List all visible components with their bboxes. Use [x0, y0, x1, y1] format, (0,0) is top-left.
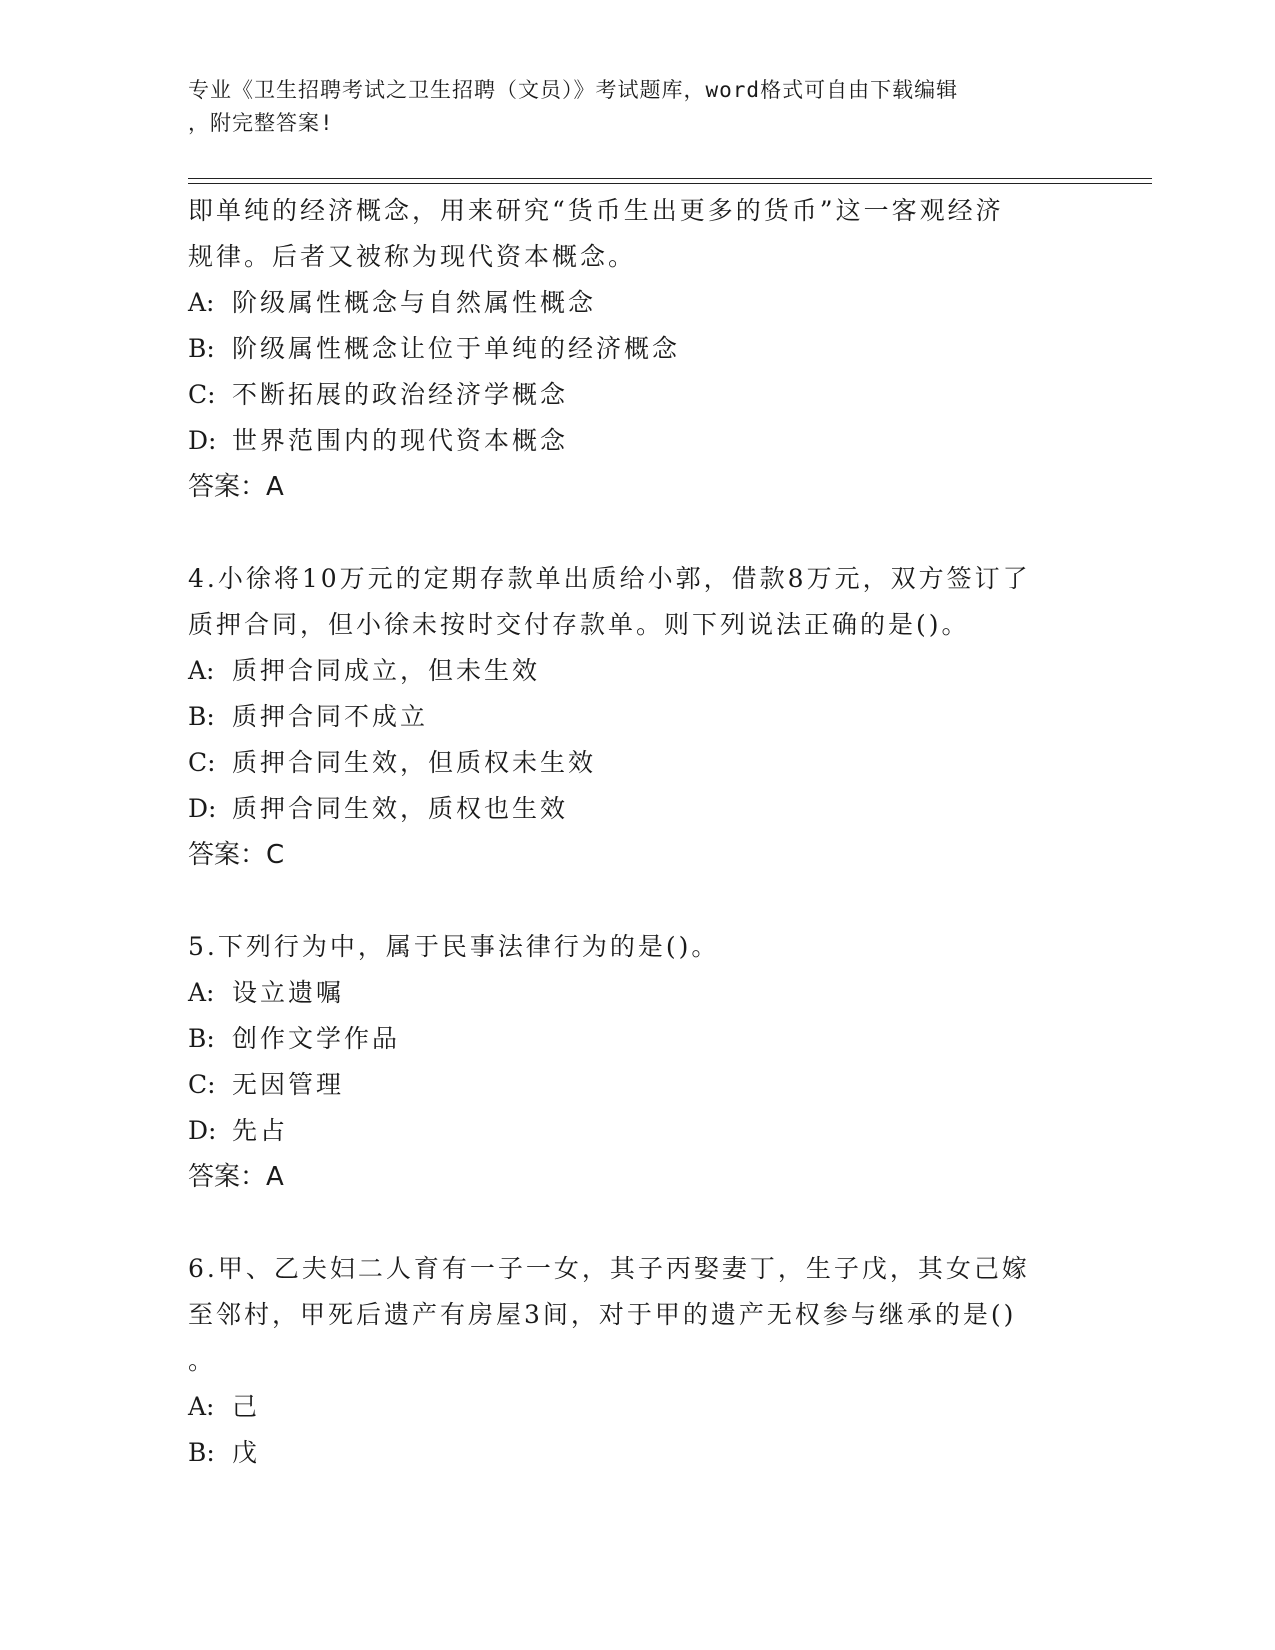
spacer	[188, 510, 1088, 556]
option-text: 己	[232, 1392, 261, 1421]
question-text-line: 5.下列行为中，属于民事法律行为的是()。	[188, 932, 720, 961]
header-divider-bottom	[188, 183, 1152, 184]
option-text: 阶级属性概念让位于单纯的经济概念	[232, 334, 681, 363]
question-5	[188, 924, 1088, 1200]
question-text-line: 质押合同，但小徐未按时交付存款单。则下列说法正确的是()。	[188, 610, 970, 639]
option-c	[188, 740, 1088, 786]
header-line-1: 专业《卫生招聘考试之卫生招聘（文员）》考试题库，word格式可自由下载编辑	[188, 78, 959, 102]
option-a	[188, 1384, 1088, 1430]
option-text: 质押合同生效，但质权未生效	[232, 748, 597, 777]
option-letter: D:	[188, 426, 217, 455]
option-a	[188, 280, 1088, 326]
option-b	[188, 694, 1088, 740]
question-text-line: 。	[188, 1346, 217, 1375]
header-line-2: ，附完整答案!	[188, 111, 334, 135]
option-b	[188, 1016, 1088, 1062]
option-a	[188, 970, 1088, 1016]
option-letter: B:	[188, 334, 215, 363]
option-letter: D:	[188, 1116, 217, 1145]
option-text: 阶级属性概念与自然属性概念	[232, 288, 597, 317]
question-3	[188, 188, 1088, 510]
question-text-line: 6.甲、乙夫妇二人育有一子一女，其子丙娶妻丁，生子戊，其女己嫁	[188, 1254, 1030, 1283]
question-text-line: 即单纯的经济概念，用来研究“货币生出更多的货币”这一客观经济	[188, 196, 1004, 225]
option-text: 质押合同成立，但未生效	[232, 656, 541, 685]
option-text: 设立遗嘱	[232, 978, 345, 1007]
option-b	[188, 1430, 1088, 1476]
option-a	[188, 648, 1088, 694]
option-b	[188, 326, 1088, 372]
option-letter: A:	[188, 1392, 215, 1421]
option-d	[188, 418, 1088, 464]
option-letter: C:	[188, 1070, 216, 1099]
option-text: 质押合同不成立	[232, 702, 429, 731]
option-letter: B:	[188, 1024, 215, 1053]
answer-line: 答案：C	[188, 840, 285, 870]
question-text-line: 4.小徐将10万元的定期存款单出质给小郭，借款8万元，双方签订了	[188, 564, 1031, 593]
option-d	[188, 1108, 1088, 1154]
option-text: 质押合同生效，质权也生效	[232, 794, 569, 823]
option-c	[188, 372, 1088, 418]
document-header	[188, 74, 1068, 140]
option-text: 先占	[232, 1116, 289, 1145]
option-letter: C:	[188, 748, 216, 777]
spacer	[188, 1200, 1088, 1246]
option-letter: B:	[188, 702, 215, 731]
option-letter: A:	[188, 656, 215, 685]
option-d	[188, 786, 1088, 832]
option-text: 世界范围内的现代资本概念	[232, 426, 569, 455]
option-text: 不断拓展的政治经济学概念	[232, 380, 569, 409]
option-text: 戊	[232, 1438, 261, 1467]
question-text-line: 规律。后者又被称为现代资本概念。	[188, 242, 637, 271]
option-letter: A:	[188, 288, 215, 317]
question-text-line: 至邻村，甲死后遗产有房屋3间，对于甲的遗产无权参与继承的是()	[188, 1300, 1017, 1329]
answer-line: 答案：A	[188, 472, 284, 502]
option-letter: A:	[188, 978, 215, 1007]
option-text: 无因管理	[232, 1070, 345, 1099]
answer-line: 答案：A	[188, 1162, 284, 1192]
option-letter: B:	[188, 1438, 215, 1467]
option-text: 创作文学作品	[232, 1024, 401, 1053]
question-4	[188, 556, 1088, 878]
header-divider-top	[188, 178, 1152, 179]
question-list	[188, 188, 1088, 1476]
option-letter: D:	[188, 794, 217, 823]
option-c	[188, 1062, 1088, 1108]
spacer	[188, 878, 1088, 924]
question-6	[188, 1246, 1088, 1476]
option-letter: C:	[188, 380, 216, 409]
